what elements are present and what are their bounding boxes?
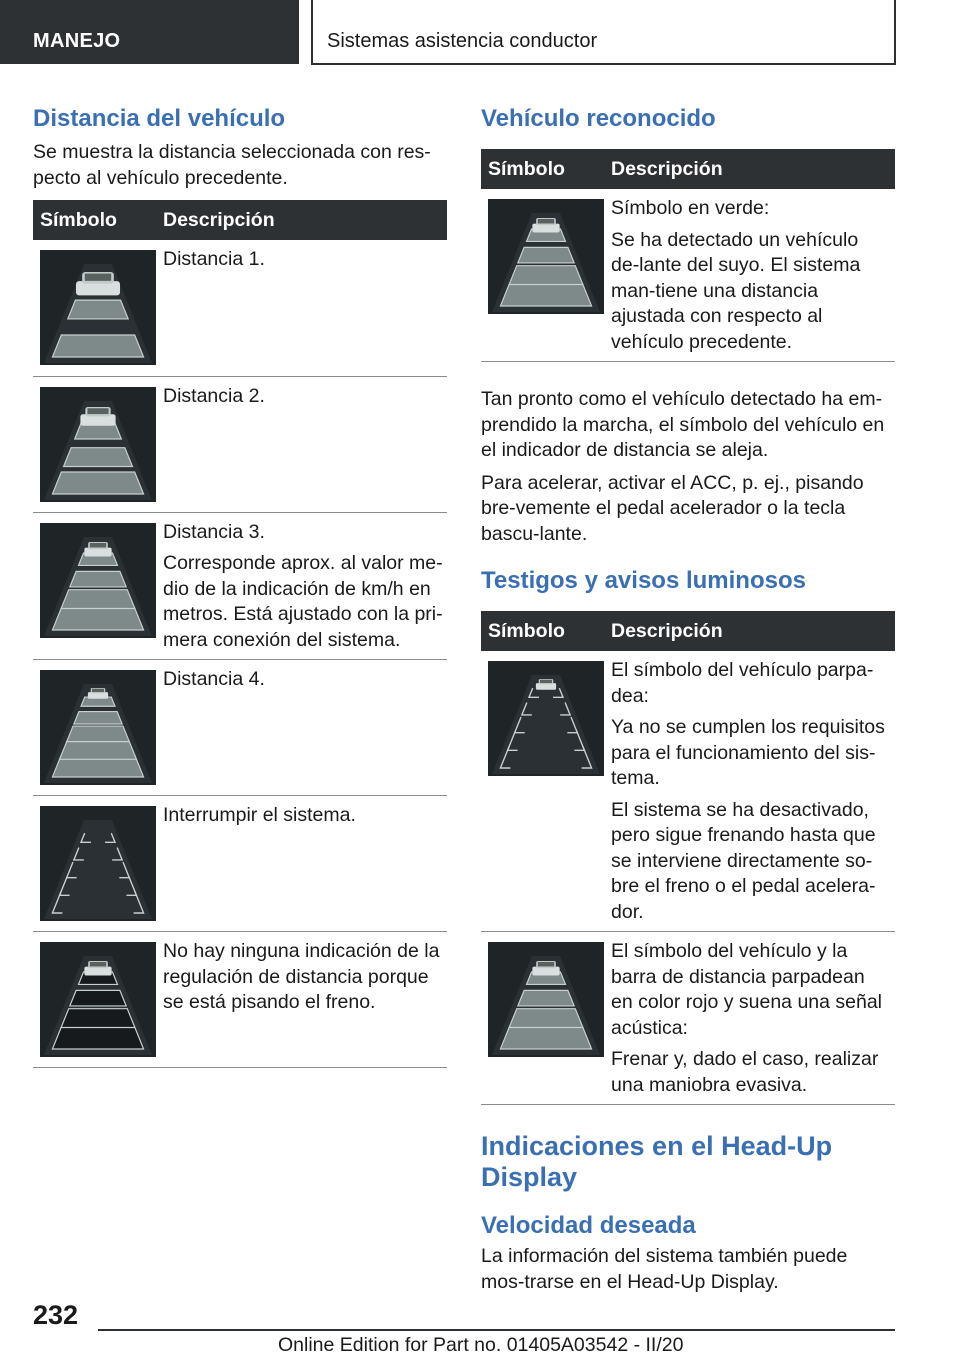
page-number: 232	[33, 1300, 79, 1330]
description-cell	[604, 189, 895, 362]
vehicle-detected-icon	[488, 199, 604, 314]
heading-vehicle-detected: Vehículo reconocido	[481, 105, 716, 132]
description-line: Corresponde aprox. al valor me-dio de la indicación de km/h en metros. Está ajustado con la pri-mera conexión del sistema.	[163, 552, 443, 651]
table-row	[481, 189, 895, 362]
symbol-image	[488, 199, 604, 314]
col-description: Descripción	[156, 200, 447, 240]
symbol-cell	[33, 796, 156, 932]
heading-vehicle-distance: Distancia del vehículo	[33, 105, 286, 132]
section-title: MANEJO	[33, 30, 121, 52]
symbol-image	[40, 523, 156, 638]
symbol-cell	[33, 512, 156, 660]
description-line: El símbolo del vehículo parpa-dea:	[611, 659, 874, 707]
paragraph-start-moving: Tan pronto como el vehículo detectado ha em-prendido la marcha, el símbolo del vehículo en el indicador de distancia se aleja.	[481, 388, 885, 461]
symbol-image	[40, 942, 156, 1057]
heading-desired-speed: Velocidad deseada	[481, 1212, 696, 1239]
col-symbol: Símbolo	[33, 200, 156, 240]
symbol-cell	[33, 240, 156, 376]
description-line: Distancia 1.	[163, 248, 265, 270]
vehicle-flashing-icon	[488, 661, 604, 776]
section-tab	[0, 0, 299, 64]
footer-edition: Online Edition for Part no. 01405A03542 - II/20	[278, 1334, 684, 1356]
symbol-image	[40, 806, 156, 921]
symbol-image	[488, 942, 604, 1057]
symbol-image	[40, 250, 156, 365]
system-interrupted-icon	[40, 806, 156, 921]
warning-symbol-table	[481, 611, 895, 1105]
vehicle-red-warning-icon	[488, 942, 604, 1057]
col-symbol: Símbolo	[481, 149, 604, 189]
description-line: Ya no se cumplen los requisitos para el funcionamiento del sis-tema.	[611, 716, 885, 789]
distance-3-icon	[40, 523, 156, 638]
description-cell	[604, 651, 895, 932]
table-row	[33, 932, 447, 1068]
symbol-image	[488, 661, 604, 776]
distance-2-icon	[40, 387, 156, 502]
description-line: Interrumpir el sistema.	[163, 804, 356, 826]
intro-text: Se muestra la distancia seleccionada con res-pecto al vehículo precedente.	[33, 141, 431, 189]
col-description: Descripción	[604, 149, 895, 189]
description-line: Distancia 4.	[163, 668, 265, 690]
braking-no-distance-icon	[40, 942, 156, 1057]
col-symbol: Símbolo	[481, 611, 604, 651]
table-row	[481, 651, 895, 932]
distance-4-icon	[40, 670, 156, 785]
table-row	[33, 660, 447, 796]
symbol-cell	[481, 932, 604, 1105]
description-cell	[156, 932, 447, 1068]
symbol-cell	[481, 651, 604, 932]
description-line: Frenar y, dado el caso, realizar una maniobra evasiva.	[611, 1048, 879, 1096]
heading-warning-lights: Testigos y avisos luminosos	[481, 567, 806, 594]
right-column	[481, 100, 895, 1295]
description-cell	[156, 512, 447, 660]
left-column	[33, 100, 447, 1068]
chapter-title: Sistemas asistencia conductor	[327, 30, 598, 52]
symbol-cell	[481, 189, 604, 362]
description-line: El sistema se ha desactivado, pero sigue frenando hasta que se interviene directamente so-bre el freno o el pedal acelera-dor.	[611, 798, 876, 923]
symbol-image	[40, 670, 156, 785]
footer-rule	[98, 1329, 895, 1331]
chapter-tab	[311, 0, 896, 65]
symbol-image	[40, 387, 156, 502]
table-row	[33, 796, 447, 932]
paragraph-accelerate: Para acelerar, activar el ACC, p. ej., pisando bre-vemente el pedal acelerador o la tecla bascu-lante.	[481, 471, 864, 545]
description-cell	[156, 240, 447, 376]
table-row	[481, 932, 895, 1105]
table-row	[33, 240, 447, 376]
description-cell	[156, 376, 447, 512]
description-line: No hay ninguna indicación de la regulación de distancia porque se está pisando el freno.	[163, 940, 440, 1013]
table-row	[33, 512, 447, 660]
heading-head-up-display: Indicaciones en el Head-Up Display	[481, 1131, 833, 1192]
description-line: Distancia 3.	[163, 520, 265, 543]
description-cell	[156, 796, 447, 932]
paragraph-hud: La información del sistema también puede mos-trarse en el Head-Up Display.	[481, 1245, 848, 1293]
col-description: Descripción	[604, 611, 895, 651]
distance-1-icon	[40, 250, 156, 365]
table-row	[33, 376, 447, 512]
detected-symbol-table	[481, 149, 895, 362]
description-line: Símbolo en verde:	[611, 197, 770, 219]
symbol-cell	[33, 932, 156, 1068]
description-cell	[156, 660, 447, 796]
description-line: Se ha detectado un vehículo de-lante del suyo. El sistema man-tiene una distancia ajustada con respecto al vehículo precedente.	[611, 228, 861, 353]
symbol-cell	[33, 660, 156, 796]
description-line: Distancia 2.	[163, 384, 265, 407]
symbol-cell	[33, 376, 156, 512]
description-cell	[604, 932, 895, 1105]
description-line: El símbolo del vehículo y la barra de distancia parpadean en color rojo y suena una señal acústica:	[611, 940, 883, 1039]
distance-symbol-table	[33, 200, 447, 1068]
